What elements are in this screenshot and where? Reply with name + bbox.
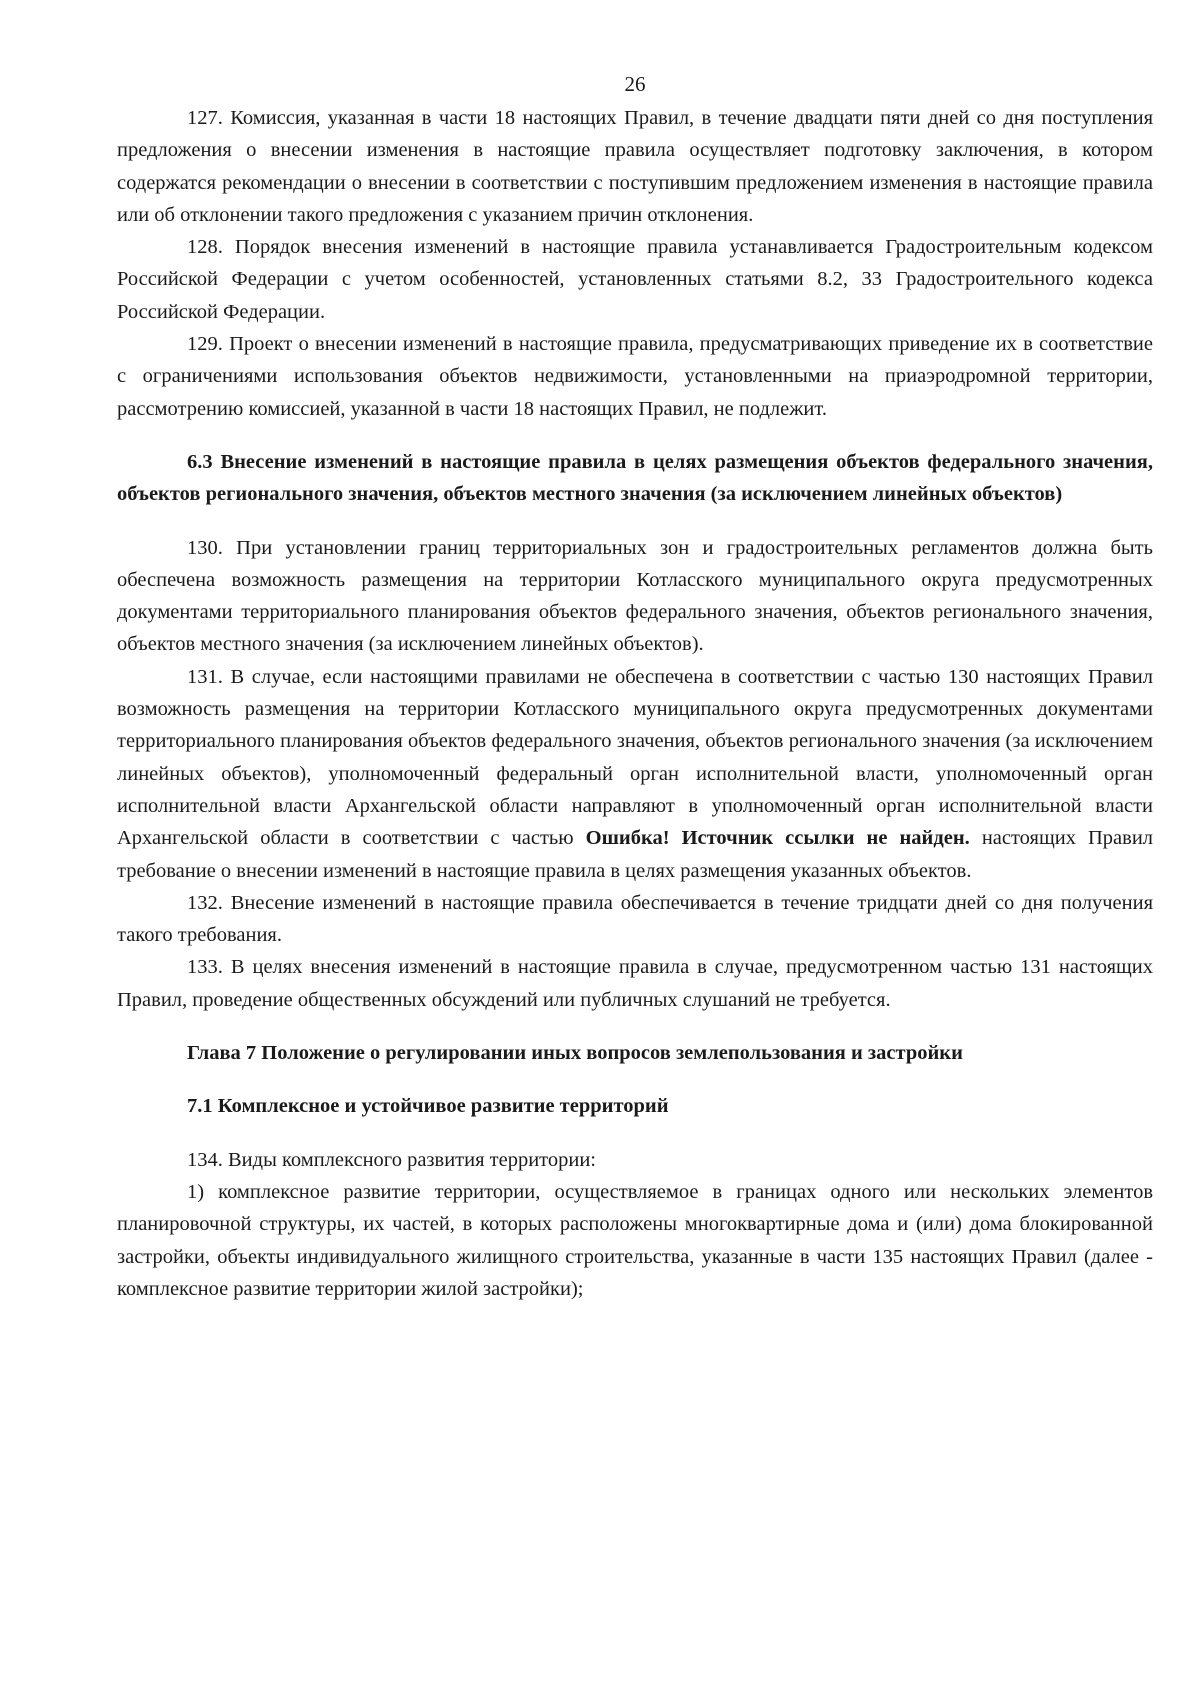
broken-reference-error: Ошибка! Источник ссылки не найден.	[585, 827, 970, 850]
section-heading-7-1: 7.1 Комплексное и устойчивое развитие территорий	[187, 1095, 669, 1118]
page-number: 26	[624, 72, 646, 96]
chapter-heading-7: Глава 7 Положение о регулировании иных вопросов землепользования и застройки	[187, 1042, 963, 1065]
paragraph-132: 132. Внесение изменений в настоящие правила обеспечивается в течение тридцати дней со дня получения такого требования.	[117, 891, 1153, 947]
paragraph-133: 133. В целях внесения изменений в настоящие правила в случае, предусмотренном частью 131 настоящих Правил, проведение общественных обсуждений или публичных слушаний не требуется.	[117, 956, 1153, 1011]
paragraph-127: 127. Комиссия, указанная в части 18 настоящих Правил, в течение двадцати пяти дней со дня поступления предложения о внесении изменения в настоящие правила осуществляет подготовку заключения, в котором содержатся рекомендации о внесении в соответствии с поступившим предложением изменения в настоящие правила или об отклонении такого предложения с указанием причин отклонения.	[117, 107, 1153, 226]
paragraph-129: 129. Проект о внесении изменений в настоящие правила, предусматривающих приведение их в соответствие с ограничениями использования объектов недвижимости, установленными на приаэродромной территории, рассмотрению комиссией, указанной в части 18 настоящих Правил, не подлежит.	[117, 333, 1153, 420]
paragraph-130: 130. При установлении границ территориальных зон и градостроительных регламентов должна быть обеспечена возможность размещения на территории Котласского муниципального округа предусмотренных документами территориального планирования объектов федерального значения, объектов регионального значения, объектов местного значения (за исключением линейных объектов).	[117, 536, 1153, 656]
section-heading-6-3: 6.3 Внесение изменений в настоящие правила в целях размещения объектов федерального значения, объектов регионального значения, объектов местного значения (за исключением линейных объектов)	[117, 450, 1153, 506]
paragraph-128: 128. Порядок внесения изменений в настоящие правила устанавливается Градостроительным кодексом Российской Федерации с учетом особенностей, установленных статьями 8.2, 33 Градостроительного кодекса Российской Федерации.	[117, 236, 1153, 323]
paragraph-131-text-a: 131. В случае, если настоящими правилами не обеспечена в соответствии с частью 130 настоящих Правил возможность размещения на территории Котласского муниципального округа предусмотренных документами территориального планирования объектов федерального значения, объектов регионального значения (за исключением линейных объектов), уполномоченный федеральный орган исполнительной власти, уполномоченный орган исполнительной власти Архангельской области направляют в уполномоченный орган исполнительной власти Архангельской области в соответствии с частью	[117, 665, 1153, 850]
document-page	[117, 68, 1153, 1305]
paragraph-134: 134. Виды комплексного развития территории:	[187, 1148, 596, 1171]
paragraph-131-text-b: настоящих Правил требование о внесении изменений в настоящие правила в целях размещения указанных объектов.	[117, 827, 1154, 882]
paragraph-134-item-1: 1) комплексное развитие территории, осуществляемое в границах одного или нескольких элементов планировочной структуры, их частей, в которых расположены многоквартирные дома и (или) дома блокированной застройки, объекты индивидуального жилищного строительства, указанные в части 135 настоящих Правил (далее - комплексное развитие территории жилой застройки);	[117, 1180, 1153, 1300]
paragraph-131	[117, 661, 1153, 887]
